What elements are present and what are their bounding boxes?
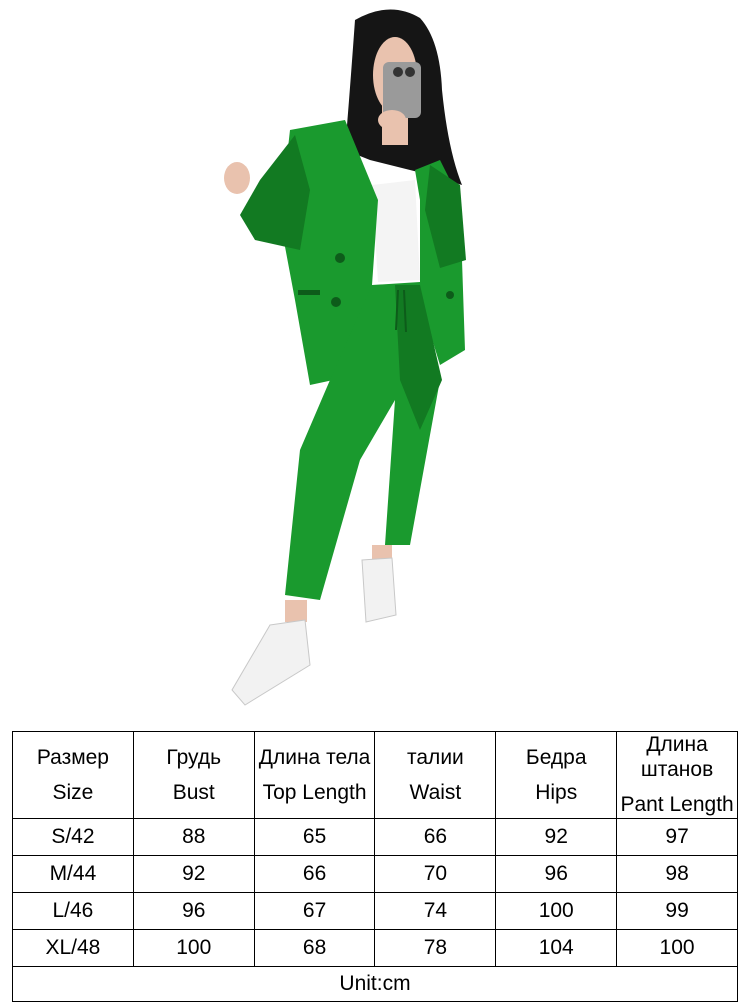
table-cell: 67	[254, 892, 375, 929]
table-cell: 98	[617, 855, 738, 892]
table-header-row	[13, 732, 738, 819]
table-row	[13, 855, 738, 892]
table-cell: 66	[254, 855, 375, 892]
table-cell: 100	[496, 892, 617, 929]
unit-label: Unit:cm	[13, 966, 738, 1001]
table-row	[13, 929, 738, 966]
table-row	[13, 818, 738, 855]
table-cell: 104	[496, 929, 617, 966]
table-cell: 100	[133, 929, 254, 966]
table-cell: 78	[375, 929, 496, 966]
table-cell: 97	[617, 818, 738, 855]
header-cell: Бедра Hips	[496, 732, 617, 819]
table-cell: 70	[375, 855, 496, 892]
table-cell: 100	[617, 929, 738, 966]
size-chart-table	[12, 731, 738, 1002]
table-cell: 99	[617, 892, 738, 929]
table-cell: 96	[496, 855, 617, 892]
header-cell: Грудь Bust	[133, 732, 254, 819]
table-cell: S/42	[13, 818, 134, 855]
table-cell: 65	[254, 818, 375, 855]
table-cell: 96	[133, 892, 254, 929]
unit-row	[13, 966, 738, 1001]
header-cell: Размер Size	[13, 732, 134, 819]
table-cell: 68	[254, 929, 375, 966]
header-cell: Длина штанов Pant Length	[617, 732, 738, 819]
table-row	[13, 892, 738, 929]
table-cell: L/46	[13, 892, 134, 929]
header-cell: талии Waist	[375, 732, 496, 819]
table-cell: 74	[375, 892, 496, 929]
table-cell: 92	[133, 855, 254, 892]
table-cell: M/44	[13, 855, 134, 892]
table-cell: 66	[375, 818, 496, 855]
header-cell: Длина тела Top Length	[254, 732, 375, 819]
table-cell: 88	[133, 818, 254, 855]
table-cell: 92	[496, 818, 617, 855]
table-cell: XL/48	[13, 929, 134, 966]
